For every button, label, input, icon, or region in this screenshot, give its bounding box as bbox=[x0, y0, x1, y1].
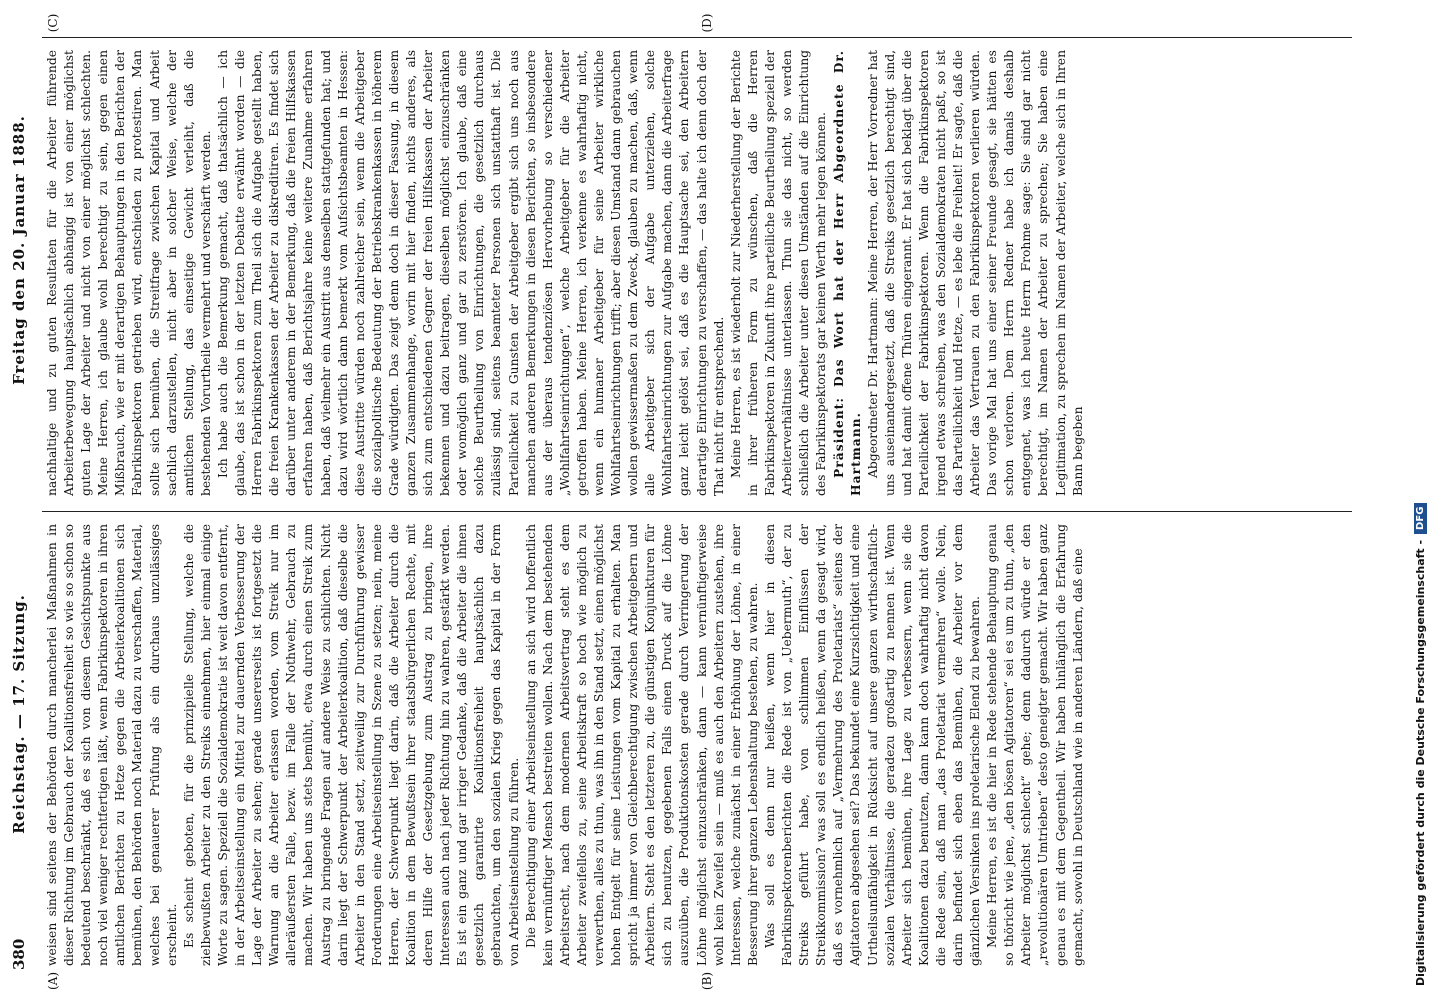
president-speaker-line: Präsident: Das Wort hat der Herr Abgeordnete Dr. Hartmann. bbox=[831, 50, 864, 496]
paragraph: weisen sind seitens der Behörden durch mancherlei Maßnahmen in dieser Richtung im Gebrauch der Koalitionsfreiheit so wie so schon so bedeutend beschränkt, daß es sich von diesem Gesichtspunkte aus noch viel weniger rechtfertigen läßt, wenn Fabrikinspektoren in ihren amtlichen Berichten zu Hetze gegen die Arbeiterkoalitionen sich bemühen, den Behörden noch Material dazu zu verschaffen, Material, welches bei genauerer Prüfung als ein durchaus unzulässiges erscheint. bbox=[45, 524, 179, 966]
margin-mark-d: (D) bbox=[700, 13, 714, 33]
dfg-logo: DFG bbox=[1414, 503, 1427, 534]
paragraph: Meine Herren, es ist wiederholt zur Niederherstellung der Berichte in ihrer früheren Form zu wünschen, daß die Herren Fabrikinspektoren in Zukunft ihre parteiliche Beurtheilung speziell der Arbeiterverhältnisse unterlassen. Thun sie das nicht, so werden schließlich die Arbeiter unter diesen Umständen auf die Einrichtung des Fabrikinspektorats gar keinen Werth mehr legen können. bbox=[728, 50, 829, 496]
digitization-credit-strip bbox=[1408, 0, 1432, 1000]
left-running-header: Reichstag. — 17. Sitzung. bbox=[10, 594, 28, 834]
paragraph: Meine Herren, es ist die hier in Rede stehende Behauptung genau so thöricht wie jene, „den bösen Agitatoren“ sei es um zu thun, „den Arbeiter möglichst schlecht“ gehe; denn dadurch würde er den „revolutionären Umtrieben“ desto geneigter gemacht. Wir haben ganz genau es mit dem Gegentheil. Wir haben hinlänglich die Erfahrung gemacht, sowohl in Deutschland wie in anderen Ländern, daß eine bbox=[985, 524, 1085, 966]
paragraph: Was soll es denn nur heißen, wenn hier in diesen Fabrikinspektorenberichten die Rede ist von „Uebermuth“, der zu Streiks geführt habe, von schlimmen Einflüssen der Streikkommission? was soll es endlich heißen, wenn da gesagt wird, daß es vornehmlich auf „Vermehrung des Proletariats“ seitens der Agitatoren abgesehen sei? Das bekundet eine Kurzsichtigkeit und eine Urtheilsunfähigkeit in Rücksicht auf unsere ganzen wirthschaftlich-sozialen Verhältnisse, die geradezu großartig zu nennen ist. Wenn Arbeiter sich bemühen, ihre Lage zu verbessern, wenn sie die Koalitionen dazu benutzen, dann kann doch wahrhaftig nicht davon die Rede sein, daß man „das Proletariat vermehren“ wolle. Nein, darin befindet sich eben das Bemühen, die Arbeiter vor dem gänzlichen Versinken ins proletarische Elend zu bewahren. bbox=[762, 524, 983, 966]
paragraph: Ich habe auch die Bemerkung gemacht, daß thatsächlich — ich glaube, das ist schon in der letzten Debatte erwähnt worden — die Herren Fabrikinspektoren zum Theil sich die Aufgabe gestellt haben, die freien Krankenkassen der Arbeiter zu diskreditiren. Es findet sich darüber unter anderem in der Bemerkung, daß die freien Hilfskassen erfahren haben, daß Berichtsjahre keine weitere Zunahme erfahren haben, daß vielmehr ein Austritt aus denselben stattgefunden hat; und dazu wird wörtlich dann bemerkt vom Aufsichtsbeamten in Hessen: diese Austritte würden noch zahlreicher sein, wenn die Arbeitgeber die sozialpolitische Bedeutung der Betriebskrankenkassen in höherem Grade würdigten. Das zeigt denn doch in dieser Fassung, in diesem ganzen Zusammenhange, worin mit hier finden, nichts anderes, als sich zum entschiedenen Gegner der freien Hilfskassen der Arbeiter bekennen und dazu beitragen, dieselben möglichst einzuschränken oder womöglich ganz und gar zu zerstören. Ich glaube, daß eine solche Beurtheilung von Einrichtungen, die gesetzlich durchaus zulässig sind, seitens beamteter Personen sich unstatthaft ist. Die Parteilichkeit zu Gunsten der Arbeitgeber ergibt sich uns noch aus manchen anderen Bemerkungen in diesen Berichten, so insbesondere aus der überaus tendenziösen Hervorhebung so verschiedener „Wohlfahrtseinrichtungen“, welche Arbeitgeber für die Arbeiter getroffen haben. Meine Herren, ich verkenne es wahrhaftig nicht, wenn ein humaner Arbeitgeber für seine Arbeiter wirkliche Wohlfahrtseinrichtungen trifft; aber diesen Umstand dann gebrauchen wollen gewissermaßen zu dem Zweck, glauben zu machen, daß, wenn alle Arbeitgeber sich der Aufgabe unterziehen, solche Wohlfahrtseinrichtungen zur Aufgabe machen, dann die Arbeiterfrage ganz leicht gelöst sei, daß es die Hauptsache sei, den Arbeitern derartige Einrichtungen zu verschaffen, — das halte ich denn doch der That nicht für entsprechend. bbox=[215, 50, 726, 496]
paragraph: nachhaltige und zu guten Resultaten für die Arbeiter führende Arbeiterbewegung hauptsächlich abhängig ist von einer möglichst guten Lage der Arbeiter und nicht von einer möglichst schlechten. Meine Herren, ich glaube wohl berechtigt zu sein, gegen einen Mißbrauch, wie er mit derartigen Behauptungen in den Berichten der Fabrikinspektoren getrieben wird, entschieden zu protestiren. Man sollte sich bemühen, die Streitfrage zwischen Kapital und Arbeit sachlich darzustellen, nicht aber in solcher Weise, welche der amtlichen Stellung, das einseitige Gewicht verleiht, daß die bestehenden Vorurtheile vermehrt und verschärft werden. bbox=[45, 50, 213, 496]
digitization-note: Digitalisierung gefördert durch die Deutsche Forschungsgemeinschaft - bbox=[1413, 539, 1427, 986]
paragraph: Abgeordneter Dr. Hartmann: Meine Herren, der Herr Vorredner hat uns auseinandergesetzt, daß die Streiks gesetzlich berechtigt sind, und hat damit offene Thüren eingerannt. Er hat sich beklagt über die Parteilichkeit der Fabrikinspektoren. Wenn die Fabrikinspektoren irgend etwas schreiben, was den Sozialdemokraten nicht paßt, so ist das Parteilichkeit und Hetze, — es lebe die Freiheit! Er sagte, daß die Arbeiter das Vertrauen zu den Fabrikinspektoren verlieren würden. Das vorige Mal hat uns einer seiner Freunde gesagt, sie hätten es schon verloren. Dem Herrn Redner habe ich damals deshalb entgegnet, was ich heute Herrn Frohme sage: Sie sind gar nicht berechtigt, im Namen der Arbeiter zu sprechen; Sie haben eine Legitimation, zu sprechen im Namen der Arbeiter, welche sich in Ihren Bann begeben bbox=[865, 50, 1085, 496]
paragraph: Die Berechtigung einer Arbeitseinstellung an sich wird hoffentlich kein vernünftiger Mensch bestreiten wollen. Nach dem bestehenden Arbeitsrecht, nach dem modernen Arbeitsvertrag steht es dem Arbeiter zweifellos zu, seine Arbeitskraft so hoch wie möglich zu verwerthen, alles zu thun, was ihn in den Stand setzt, einen möglichst hohen Entgelt für seine Leistungen vom Kapital zu erhalten. Man spricht ja immer von Gleichberechtigung zwischen Arbeitgebern und Arbeitern. Steht es den letzteren zu, die günstigen Konjunkturen für sich zu benutzen, gegebenen Falls einen Druck auf die Löhne auszuüben, die Produktionskosten gerade durch Verringerung der Löhne möglichst einzuschränken, dann — kann vernünftigerweise wohl kein Zweifel sein — muß es auch den Arbeitern zustehen, ihre Interessen, welche zunächst in einer Erhöhung der Löhne, in einer Besserung ihrer ganzen Lebenshaltung bestehen, zu wahren. bbox=[523, 524, 760, 966]
right-text-column bbox=[44, 50, 1344, 496]
right-running-header: Freitag den 20. Januar 1888. bbox=[10, 115, 28, 385]
paragraph: Es scheint geboten, für die prinzipielle Stellung, welche die zielbewußten Arbeiter zu den Streiks einnehmen, hier einmal einige Worte zu sagen. Speziell die Sozialdemokratie ist weit davon entfernt, in der Arbeitseinstellung ein Mittel zur dauernden Verbesserung der Lage der Arbeiter zu sehen; gerade unsererseits ist fortgesetzt die Warnung an die Arbeiter erlassen worden, vom Streik nur im alleräußersten Falle, bezw. im Falle der Nothwehr, Gebrauch zu machen. Wir haben uns stets bemüht, etwa durch einen Streik zum Austrag zu bringende Fragen auf andere Weise zu schlichten. Nicht darin liegt der Schwerpunkt der Arbeiterkoalition, daß dieselbe die Arbeiter in den Stand setzt, zeitweilig zur Durchführung gewisser Forderungen eine Arbeitseinstellung in Szene zu setzen; nein, meine Herren, der Schwerpunkt liegt darin, daß die Arbeiter durch die Koalition in dem Bewußtsein ihrer staatsbürgerlichen Rechte, mit deren Hilfe der Gesetzgebung zum Austrag zu bringen, ihre Interessen auch nach jeder Richtung hin zu wahren, gestärkt werden. Es ist ein ganz und gar irriger Gedanke, daß die Arbeiter die ihnen gesetzlich garantirte Koalitionsfreiheit hauptsächlich dazu gebrauchten, um den sozialen Krieg gegen das Kapital in der Form von Arbeitseinstellung zu führen. bbox=[181, 524, 521, 966]
page-number: 380 bbox=[10, 938, 28, 970]
margin-mark-a: (A) bbox=[46, 971, 60, 991]
left-text-column bbox=[44, 524, 1344, 966]
column-divider bbox=[42, 511, 1352, 512]
margin-mark-b: (B) bbox=[700, 971, 714, 991]
margin-mark-c: (C) bbox=[46, 13, 60, 33]
right-edge-rule bbox=[42, 37, 1352, 38]
